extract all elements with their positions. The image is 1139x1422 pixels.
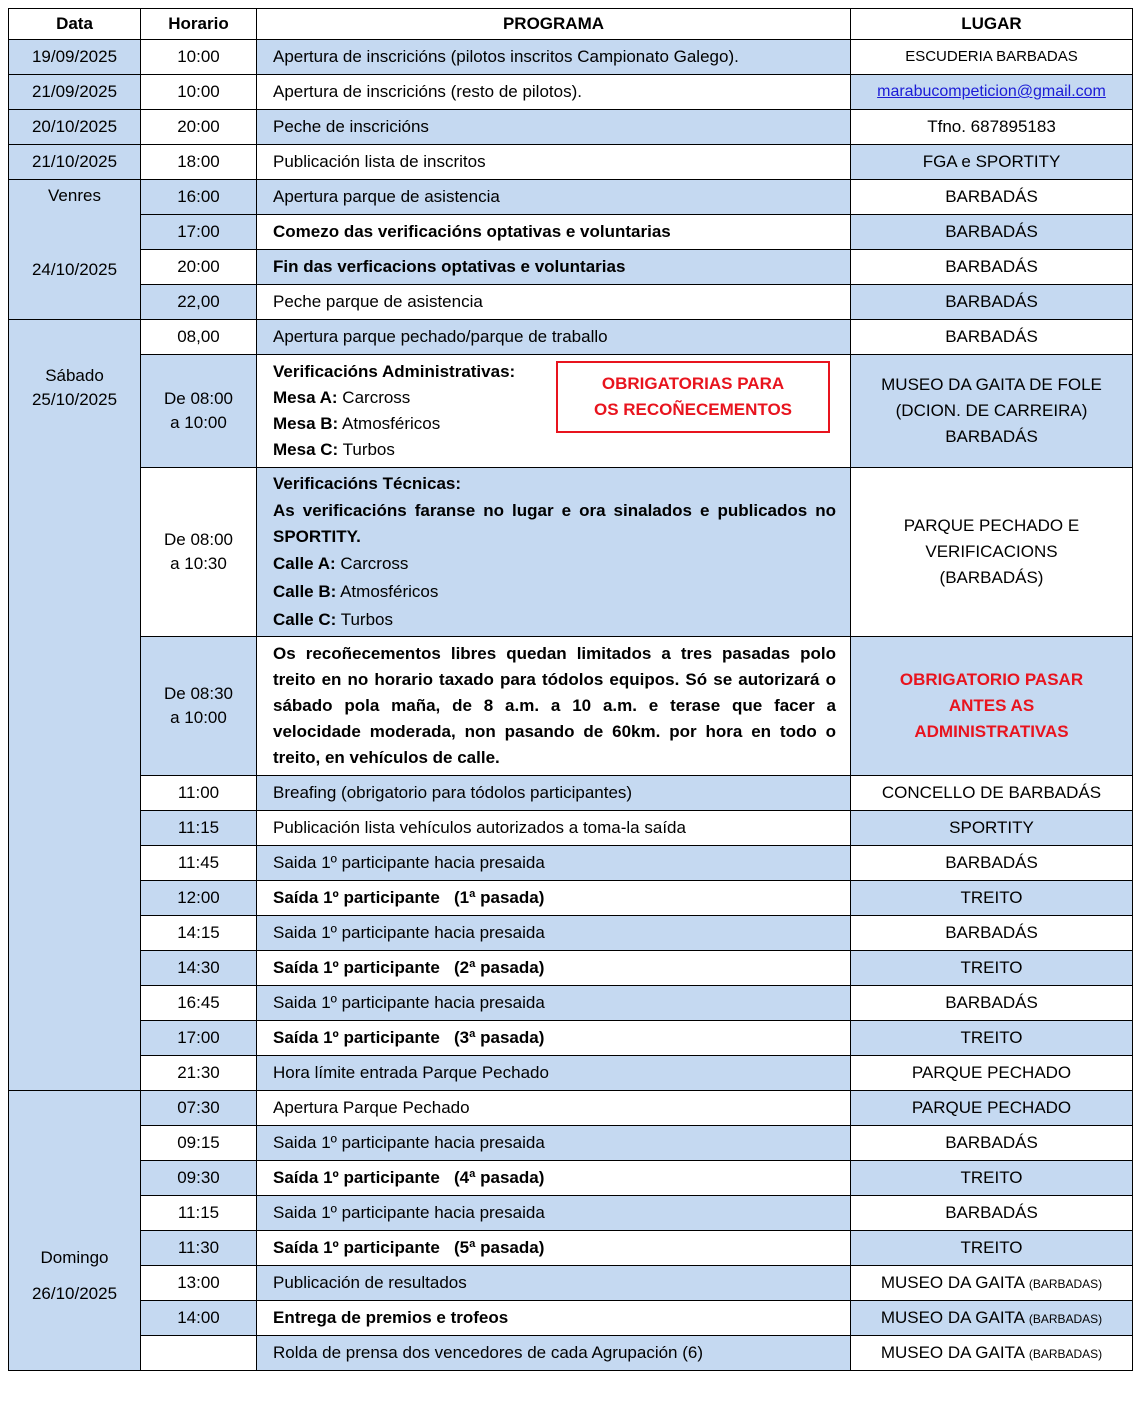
time-cell: 14:30	[141, 951, 257, 986]
place-cell: Tfno. 687895183	[851, 110, 1133, 145]
place-cell: ESCUDERIA BARBADAS	[851, 40, 1133, 75]
place-cell: BARBADÁS	[851, 180, 1133, 215]
program-cell: Comezo das verificacións optativas e voluntarias	[257, 215, 851, 250]
table-row	[9, 811, 1133, 846]
place-cell: BARBADÁS	[851, 916, 1133, 951]
program-cell: Apertura Parque Pechado	[257, 1091, 851, 1126]
email-link[interactable]: marabucompeticion@gmail.com	[877, 83, 1106, 100]
place-cell: TREITO	[851, 1161, 1133, 1196]
notice-line: OBRIGATORIAS PARA	[601, 374, 785, 393]
time-cell	[141, 468, 257, 637]
mesa-label: Mesa A:	[273, 388, 338, 407]
time-cell: 11:45	[141, 846, 257, 881]
time-cell: 14:15	[141, 916, 257, 951]
place-cell: BARBADÁS	[851, 846, 1133, 881]
table-row	[9, 1161, 1133, 1196]
date-cell: 20/10/2025	[9, 110, 141, 145]
notice-line: ADMINISTRATIVAS	[914, 722, 1069, 741]
program-cell: Saida 1º participante hacia presaida	[257, 986, 851, 1021]
program-cell: Saída 1º participante (5ª pasada)	[257, 1231, 851, 1266]
day-name: Venres	[48, 186, 101, 205]
notice-line: ANTES AS	[948, 696, 1035, 715]
date-cell: 19/09/2025	[9, 40, 141, 75]
program-cell: Apertura parque de asistencia	[257, 180, 851, 215]
place-cell: BARBADÁS	[851, 1126, 1133, 1161]
table-row	[9, 637, 1133, 776]
schedule-table	[8, 8, 1133, 1371]
table-row	[9, 320, 1133, 355]
time-cell: 10:00	[141, 40, 257, 75]
table-row	[9, 285, 1133, 320]
place-cell: PARQUE PECHADO	[851, 1056, 1133, 1091]
calle-line	[273, 606, 836, 634]
calle-label: Calle A:	[273, 554, 336, 573]
mesa-value: Atmosféricos	[341, 414, 441, 433]
time-cell: 10:00	[141, 75, 257, 110]
time-cell: 09:15	[141, 1126, 257, 1161]
time-cell: 11:00	[141, 776, 257, 811]
program-cell: Saída 1º participante (3ª pasada)	[257, 1021, 851, 1056]
time-cell	[141, 1336, 257, 1371]
table-row	[9, 776, 1133, 811]
time-cell: 16:00	[141, 180, 257, 215]
time-cell: 21:30	[141, 1056, 257, 1091]
calle-value: Atmosféricos	[340, 582, 439, 601]
time-end: a 10:00	[170, 708, 227, 727]
time-cell: 17:00	[141, 215, 257, 250]
program-cell	[257, 355, 851, 468]
program-cell: Publicación de resultados	[257, 1266, 851, 1301]
table-row	[9, 180, 1133, 215]
time-start: De 08:00	[164, 389, 233, 408]
program-cell: Apertura de inscricións (pilotos inscritos Campionato Galego).	[257, 40, 851, 75]
day-date: 24/10/2025	[31, 260, 118, 279]
date-cell: 21/09/2025	[9, 75, 141, 110]
place-line: (BARBADÁS)	[939, 568, 1044, 587]
program-cell: Saida 1º participante hacia presaida	[257, 1126, 851, 1161]
tech-text: As verificacións faranse no lugar e ora sinalados e publicados no SPORTITY.	[273, 501, 836, 546]
time-end: a 10:30	[170, 554, 227, 573]
table-row	[9, 1021, 1133, 1056]
table-row	[9, 1091, 1133, 1126]
program-cell: Rolda de prensa dos vencedores de cada Agrupación (6)	[257, 1336, 851, 1371]
place-cell: PARQUE PECHADO	[851, 1091, 1133, 1126]
time-cell: 22,00	[141, 285, 257, 320]
program-cell: Publicación lista vehículos autorizados a toma-la saída	[257, 811, 851, 846]
program-cell: Saída 1º participante (2ª pasada)	[257, 951, 851, 986]
recon-text: Os recoñecementos libres quedan limitados a tres pasadas polo treito en no horario taxado para tódolos equipos. Só se autorizará o sábado pola maña, de 8 a.m. a 10 a.m. e terase que facer a velocidade moderada, non pasando de 60km. por hora en todo o treito, en vehículos de calle.	[257, 637, 851, 776]
day-date: 25/10/2025	[31, 390, 118, 409]
table-row	[9, 1336, 1133, 1371]
place-sub: (BARBADAS)	[1028, 1346, 1103, 1361]
header-date: Data	[9, 9, 141, 40]
table-row	[9, 145, 1133, 180]
time-cell: 16:45	[141, 986, 257, 1021]
place-cell: BARBADÁS	[851, 986, 1133, 1021]
calle-line	[273, 550, 836, 578]
program-cell: Peche de inscricións	[257, 110, 851, 145]
mesa-label: Mesa C:	[273, 440, 339, 459]
mandatory-notice	[556, 361, 830, 433]
program-cell: Fin das verficacions optativas e voluntarias	[257, 250, 851, 285]
place-cell	[851, 1301, 1133, 1336]
calle-line	[273, 578, 836, 606]
tech-title: Verificacións Técnicas:	[273, 474, 462, 493]
header-time: Horario	[141, 9, 257, 40]
place-line: PARQUE PECHADO E	[903, 516, 1080, 535]
time-cell: 17:00	[141, 1021, 257, 1056]
email-cell	[851, 75, 1133, 110]
place-cell: TREITO	[851, 1021, 1133, 1056]
time-start: De 08:30	[164, 684, 233, 703]
place-cell	[851, 355, 1133, 468]
time-end: a 10:00	[170, 413, 227, 432]
place-line: MUSEO DA GAITA DE FOLE	[881, 375, 1102, 394]
day-name: Sábado	[45, 366, 104, 385]
mesa-label: Mesa B:	[273, 414, 339, 433]
table-row	[9, 40, 1133, 75]
time-cell: 18:00	[141, 145, 257, 180]
calle-label: Calle B:	[273, 582, 337, 601]
time-cell: 09:30	[141, 1161, 257, 1196]
time-cell: 08,00	[141, 320, 257, 355]
program-cell: Apertura de inscricións (resto de pilotos).	[257, 75, 851, 110]
program-cell: Hora límite entrada Parque Pechado	[257, 1056, 851, 1091]
program-cell: Entrega de premios e trofeos	[257, 1301, 851, 1336]
time-cell: 13:00	[141, 1266, 257, 1301]
day-name: Domingo	[40, 1248, 109, 1267]
place-cell: FGA e SPORTITY	[851, 145, 1133, 180]
place-cell	[851, 1266, 1133, 1301]
place-cell	[851, 1336, 1133, 1371]
table-row	[9, 1056, 1133, 1091]
header-program: PROGRAMA	[257, 9, 851, 40]
table-row	[9, 215, 1133, 250]
place-main: MUSEO DA GAITA	[880, 1342, 1025, 1362]
recon-notice	[851, 637, 1133, 776]
place-cell: BARBADÁS	[851, 1196, 1133, 1231]
saturday-day-cell	[9, 320, 141, 1091]
time-cell: 11:15	[141, 1196, 257, 1231]
date-cell: 21/10/2025	[9, 145, 141, 180]
day-date: 26/10/2025	[31, 1284, 118, 1303]
table-row	[9, 951, 1133, 986]
program-cell: Saida 1º participante hacia presaida	[257, 916, 851, 951]
time-cell	[141, 637, 257, 776]
time-cell	[141, 355, 257, 468]
program-cell: Saida 1º participante hacia presaida	[257, 1196, 851, 1231]
program-cell	[257, 468, 851, 637]
table-row	[9, 916, 1133, 951]
admin-title: Verificacións Administrativas:	[273, 362, 516, 381]
time-cell: 11:30	[141, 1231, 257, 1266]
place-sub: (BARBADAS)	[1028, 1276, 1103, 1291]
program-cell: Saída 1º participante (1ª pasada)	[257, 881, 851, 916]
place-cell	[851, 468, 1133, 637]
notice-line: OBRIGATORIO PASAR	[899, 670, 1084, 689]
place-cell: BARBADÁS	[851, 320, 1133, 355]
program-cell: Breafing (obrigatorio para tódolos participantes)	[257, 776, 851, 811]
time-cell: 11:15	[141, 811, 257, 846]
place-cell: TREITO	[851, 951, 1133, 986]
place-line: VERIFICACIONS	[925, 542, 1058, 561]
place-cell: SPORTITY	[851, 811, 1133, 846]
mesa-value: Turbos	[342, 440, 395, 459]
calle-label: Calle C:	[273, 610, 337, 629]
place-line: (DCION. DE CARREIRA)	[895, 401, 1088, 420]
table-row	[9, 1231, 1133, 1266]
notice-line: OS RECOÑECEMENTOS	[593, 400, 793, 419]
place-line: BARBADÁS	[945, 427, 1038, 446]
time-cell: 20:00	[141, 110, 257, 145]
table-row	[9, 881, 1133, 916]
table-row	[9, 110, 1133, 145]
place-cell: TREITO	[851, 881, 1133, 916]
table-row	[9, 468, 1133, 637]
place-cell: BARBADÁS	[851, 285, 1133, 320]
table-row	[9, 1301, 1133, 1336]
friday-day-cell	[9, 180, 141, 320]
time-cell: 20:00	[141, 250, 257, 285]
program-cell: Publicación lista de inscritos	[257, 145, 851, 180]
table-row	[9, 986, 1133, 1021]
mesa-value: Carcross	[342, 388, 411, 407]
calle-value: Carcross	[340, 554, 409, 573]
header-row	[9, 9, 1133, 40]
table-row	[9, 1266, 1133, 1301]
place-cell: BARBADÁS	[851, 250, 1133, 285]
place-cell: TREITO	[851, 1231, 1133, 1266]
time-start: De 08:00	[164, 530, 233, 549]
table-row	[9, 1126, 1133, 1161]
sunday-day-cell	[9, 1091, 141, 1371]
place-sub: (BARBADAS)	[1028, 1311, 1103, 1326]
table-row	[9, 846, 1133, 881]
header-place: LUGAR	[851, 9, 1133, 40]
program-cell: Peche parque de asistencia	[257, 285, 851, 320]
program-cell: Apertura parque pechado/parque de traballo	[257, 320, 851, 355]
time-cell: 12:00	[141, 881, 257, 916]
table-row	[9, 1196, 1133, 1231]
calle-value: Turbos	[340, 610, 393, 629]
program-cell: Saída 1º participante (4ª pasada)	[257, 1161, 851, 1196]
place-main: MUSEO DA GAITA	[880, 1272, 1025, 1292]
time-cell: 07:30	[141, 1091, 257, 1126]
time-cell: 14:00	[141, 1301, 257, 1336]
place-main: MUSEO DA GAITA	[880, 1307, 1025, 1327]
place-cell: BARBADÁS	[851, 215, 1133, 250]
place-cell: CONCELLO DE BARBADÁS	[851, 776, 1133, 811]
table-row	[9, 355, 1133, 468]
table-row	[9, 75, 1133, 110]
program-cell: Saida 1º participante hacia presaida	[257, 846, 851, 881]
table-row	[9, 250, 1133, 285]
mesa-line	[273, 437, 836, 463]
